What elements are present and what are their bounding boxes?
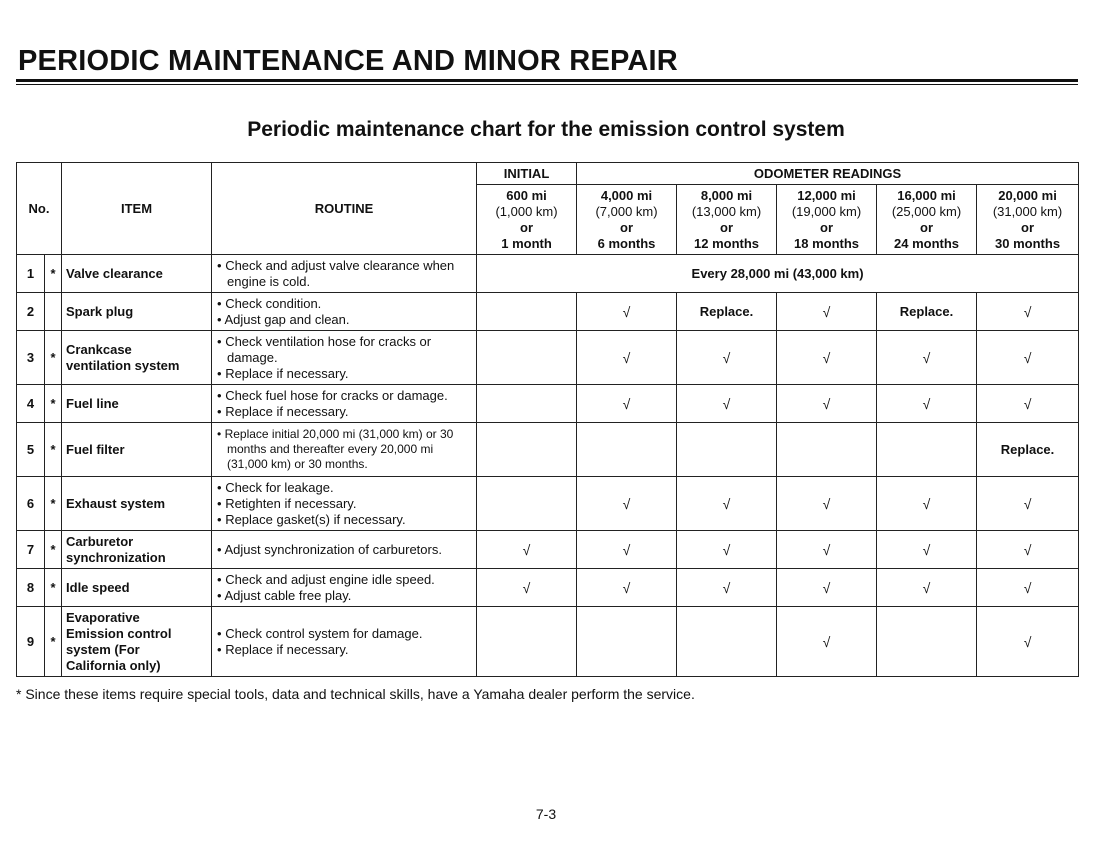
interval-mi: 20,000 mi xyxy=(998,187,1057,203)
replace-note: Replace. xyxy=(877,293,977,331)
dealer-service-marker: * xyxy=(45,423,62,477)
routine-line: • Check condition. xyxy=(217,296,473,312)
check-mark: √ xyxy=(577,569,677,607)
check-mark: √ xyxy=(877,331,977,385)
empty-cell xyxy=(577,423,677,477)
routine xyxy=(212,255,477,293)
interval-span-note: Every 28,000 mi (43,000 km) xyxy=(477,255,1079,293)
interval-km: (19,000 km) xyxy=(791,203,862,219)
interval-time: 1 month xyxy=(501,235,552,251)
title-rule-thin xyxy=(16,84,1078,85)
interval-time: 12 months xyxy=(694,235,760,251)
empty-cell xyxy=(477,331,577,385)
row-number: 5 xyxy=(17,423,45,477)
dealer-service-marker: * xyxy=(45,569,62,607)
interval-header xyxy=(677,185,777,255)
routine xyxy=(212,331,477,385)
interval-km: (13,000 km) xyxy=(691,203,762,219)
check-mark: √ xyxy=(977,607,1079,677)
item-name-line: ventilation system xyxy=(66,357,180,373)
item-name xyxy=(62,255,212,293)
item-name xyxy=(62,477,212,531)
check-mark: √ xyxy=(877,477,977,531)
interval-time: 18 months xyxy=(794,235,860,251)
check-mark: √ xyxy=(577,331,677,385)
item-name-line: California only) xyxy=(66,657,161,673)
routine xyxy=(212,423,477,477)
replace-note: Replace. xyxy=(677,293,777,331)
interval-mi: 8,000 mi xyxy=(700,187,753,203)
check-mark: √ xyxy=(977,569,1079,607)
check-mark: √ xyxy=(777,607,877,677)
item-name-line: Idle speed xyxy=(66,579,130,595)
replace-note: Replace. xyxy=(977,423,1079,477)
item-name xyxy=(62,423,212,477)
interval-mi: 12,000 mi xyxy=(797,187,856,203)
item-name xyxy=(62,569,212,607)
routine-line: • Check for leakage. xyxy=(217,480,473,496)
routine-line: • Adjust synchronization of carburetors. xyxy=(217,542,473,558)
interval-km: (1,000 km) xyxy=(495,203,558,219)
title-rule-thick xyxy=(16,79,1078,82)
row-number: 3 xyxy=(17,331,45,385)
table-row xyxy=(17,385,1079,423)
item-name-line: Carburetor xyxy=(66,533,134,549)
interval-or: or xyxy=(720,219,734,235)
check-mark: √ xyxy=(677,385,777,423)
interval-or: or xyxy=(920,219,934,235)
check-mark: √ xyxy=(577,531,677,569)
item-name-line: Spark plug xyxy=(66,303,134,319)
check-mark: √ xyxy=(577,477,677,531)
item-name-line: Emission control xyxy=(66,625,172,641)
table-row xyxy=(17,569,1079,607)
dealer-service-marker: * xyxy=(45,607,62,677)
interval-km: (7,000 km) xyxy=(595,203,658,219)
interval-header xyxy=(777,185,877,255)
routine-line: • Replace initial 20,000 mi (31,000 km) or 30 months and thereafter every 20,000 mi (31,000 km) or 30 months. xyxy=(217,427,473,472)
empty-cell xyxy=(677,607,777,677)
routine xyxy=(212,531,477,569)
page-header xyxy=(16,44,1078,85)
routine-line: • Check control system for damage. xyxy=(217,626,473,642)
maintenance-chart xyxy=(16,162,1079,677)
header-odometer-readings: ODOMETER READINGS xyxy=(577,163,1079,185)
interval-time: 24 months xyxy=(894,235,960,251)
table-row xyxy=(17,607,1079,677)
empty-cell xyxy=(877,607,977,677)
check-mark: √ xyxy=(977,331,1079,385)
empty-cell xyxy=(877,423,977,477)
check-mark: √ xyxy=(877,385,977,423)
routine-line: • Adjust cable free play. xyxy=(217,588,473,604)
interval-time: 6 months xyxy=(597,235,656,251)
empty-cell xyxy=(477,385,577,423)
interval-header xyxy=(477,185,577,255)
routine-line: • Adjust gap and clean. xyxy=(217,312,473,328)
interval-or: or xyxy=(820,219,834,235)
empty-cell xyxy=(477,293,577,331)
item-name-line: Fuel filter xyxy=(66,441,125,457)
check-mark: √ xyxy=(777,293,877,331)
dealer-service-marker: * xyxy=(45,385,62,423)
table-row xyxy=(17,423,1079,477)
interval-header xyxy=(577,185,677,255)
routine-line: • Replace if necessary. xyxy=(217,642,473,658)
check-mark: √ xyxy=(577,385,677,423)
header-item: ITEM xyxy=(62,163,212,255)
empty-cell xyxy=(577,607,677,677)
interval-header xyxy=(877,185,977,255)
check-mark: √ xyxy=(777,477,877,531)
header-row-top xyxy=(17,163,1079,185)
row-number: 2 xyxy=(17,293,45,331)
check-mark: √ xyxy=(677,331,777,385)
routine-line: • Check and adjust valve clearance when engine is cold. xyxy=(217,258,473,290)
table-row xyxy=(17,255,1079,293)
interval-time: 30 months xyxy=(995,235,1061,251)
interval-km: (31,000 km) xyxy=(992,203,1063,219)
item-name-line: Evaporative xyxy=(66,609,140,625)
item-name xyxy=(62,331,212,385)
interval-km: (25,000 km) xyxy=(891,203,962,219)
interval-or: or xyxy=(520,219,534,235)
interval-mi: 16,000 mi xyxy=(897,187,956,203)
header-routine: ROUTINE xyxy=(212,163,477,255)
routine-line: • Replace if necessary. xyxy=(217,404,473,420)
routine-line: • Retighten if necessary. xyxy=(217,496,473,512)
routine-line: • Check fuel hose for cracks or damage. xyxy=(217,388,473,404)
row-number: 8 xyxy=(17,569,45,607)
dealer-service-marker: * xyxy=(45,255,62,293)
check-mark: √ xyxy=(777,385,877,423)
dealer-service-marker: * xyxy=(45,531,62,569)
item-name-line: Fuel line xyxy=(66,395,119,411)
routine-line: • Check ventilation hose for cracks or damage. xyxy=(217,334,473,366)
item-name-line: Exhaust system xyxy=(66,495,166,511)
interval-header xyxy=(977,185,1079,255)
routine xyxy=(212,569,477,607)
row-number: 7 xyxy=(17,531,45,569)
section-title: Periodic maintenance chart for the emission control system xyxy=(247,118,845,141)
routine xyxy=(212,607,477,677)
check-mark: √ xyxy=(977,477,1079,531)
routine xyxy=(212,293,477,331)
row-number: 6 xyxy=(17,477,45,531)
check-mark: √ xyxy=(577,293,677,331)
item-name xyxy=(62,293,212,331)
table-row xyxy=(17,331,1079,385)
check-mark: √ xyxy=(477,531,577,569)
check-mark: √ xyxy=(477,569,577,607)
item-name xyxy=(62,607,212,677)
item-name xyxy=(62,385,212,423)
empty-cell xyxy=(677,423,777,477)
empty-cell xyxy=(777,423,877,477)
empty-cell xyxy=(477,423,577,477)
interval-mi: 4,000 mi xyxy=(600,187,653,203)
check-mark: √ xyxy=(777,531,877,569)
footnote: * Since these items require special tools, data and technical skills, have a Yamaha dealer perform the service. xyxy=(16,686,695,702)
item-name-line: synchronization xyxy=(66,549,166,565)
check-mark: √ xyxy=(977,531,1079,569)
check-mark: √ xyxy=(677,531,777,569)
check-mark: √ xyxy=(877,531,977,569)
header-no: No. xyxy=(17,163,62,255)
page-number: 7-3 xyxy=(535,806,557,822)
empty-cell xyxy=(477,607,577,677)
interval-mi: 600 mi xyxy=(506,187,547,203)
routine xyxy=(212,477,477,531)
row-number: 9 xyxy=(17,607,45,677)
interval-or: or xyxy=(1021,219,1035,235)
routine-line: • Replace if necessary. xyxy=(217,366,473,382)
item-name xyxy=(62,531,212,569)
routine-line: • Replace gasket(s) if necessary. xyxy=(217,512,473,528)
table-row xyxy=(17,293,1079,331)
check-mark: √ xyxy=(777,331,877,385)
check-mark: √ xyxy=(977,293,1079,331)
check-mark: √ xyxy=(977,385,1079,423)
dealer-service-marker xyxy=(45,293,62,331)
item-name-line: Valve clearance xyxy=(66,265,163,281)
item-name-line: Crankcase xyxy=(66,341,132,357)
dealer-service-marker: * xyxy=(45,331,62,385)
row-number: 1 xyxy=(17,255,45,293)
routine xyxy=(212,385,477,423)
check-mark: √ xyxy=(677,569,777,607)
header-initial: INITIAL xyxy=(477,163,577,185)
chart-body xyxy=(17,255,1079,677)
interval-or: or xyxy=(620,219,634,235)
check-mark: √ xyxy=(877,569,977,607)
routine-line: • Check and adjust engine idle speed. xyxy=(217,572,473,588)
item-name-line: system (For xyxy=(66,641,140,657)
check-mark: √ xyxy=(777,569,877,607)
table-row xyxy=(17,531,1079,569)
page-title: PERIODIC MAINTENANCE AND MINOR REPAIR xyxy=(18,45,678,77)
check-mark: √ xyxy=(677,477,777,531)
dealer-service-marker: * xyxy=(45,477,62,531)
row-number: 4 xyxy=(17,385,45,423)
empty-cell xyxy=(477,477,577,531)
table-row xyxy=(17,477,1079,531)
